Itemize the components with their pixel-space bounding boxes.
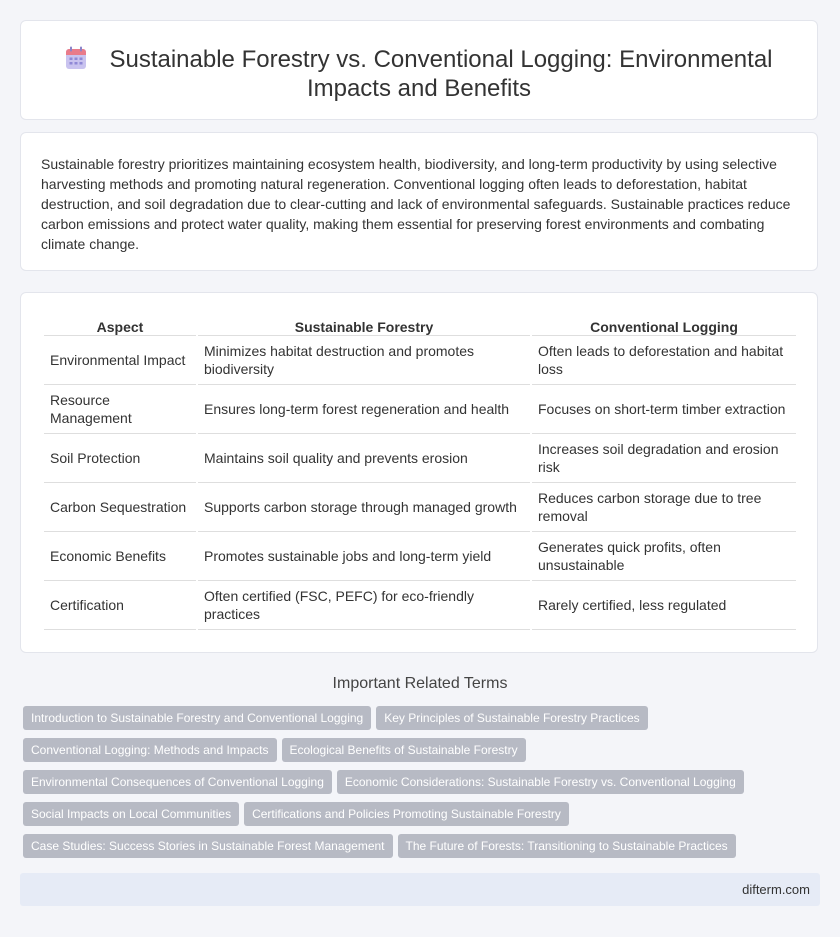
table-cell-sustainable: Promotes sustainable jobs and long-term yield bbox=[198, 532, 530, 581]
intro-card bbox=[20, 132, 818, 271]
footer-domain-link[interactable]: difterm.com bbox=[742, 882, 810, 897]
table-cell-aspect: Environmental Impact bbox=[44, 336, 196, 385]
table-cell-aspect: Economic Benefits bbox=[44, 532, 196, 581]
table-cell-conventional: Rarely certified, less regulated bbox=[532, 581, 796, 630]
footer-bar bbox=[20, 873, 820, 906]
column-header-sustainable: Sustainable Forestry bbox=[198, 313, 530, 336]
title-wrap bbox=[21, 45, 817, 103]
page-title bbox=[61, 45, 777, 103]
table-row bbox=[44, 483, 796, 532]
table-cell-sustainable: Often certified (FSC, PEFC) for eco-friendly practices bbox=[198, 581, 530, 630]
table-cell-aspect: Resource Management bbox=[44, 385, 196, 434]
table-row bbox=[44, 385, 796, 434]
tag-row bbox=[23, 706, 803, 738]
tag-row bbox=[23, 770, 803, 802]
column-header-aspect: Aspect bbox=[44, 313, 196, 336]
table-cell-aspect: Certification bbox=[44, 581, 196, 630]
related-term-link[interactable]: Key Principles of Sustainable Forestry Practices bbox=[376, 706, 647, 730]
header-card bbox=[20, 20, 818, 120]
table-cell-sustainable: Supports carbon storage through managed growth bbox=[198, 483, 530, 532]
table-cell-conventional: Increases soil degradation and erosion risk bbox=[532, 434, 796, 483]
table-row bbox=[44, 532, 796, 581]
table-row bbox=[44, 434, 796, 483]
related-terms-list bbox=[23, 706, 803, 866]
related-terms-heading: Important Related Terms bbox=[332, 675, 508, 692]
table-cell-sustainable: Minimizes habitat destruction and promotes biodiversity bbox=[198, 336, 530, 385]
table-cell-conventional: Reduces carbon storage due to tree removal bbox=[532, 483, 796, 532]
page-title-text: Sustainable Forestry vs. Conventional Logging: Environmental Impacts and Benefits bbox=[109, 46, 773, 102]
related-term-link[interactable]: Introduction to Sustainable Forestry and Conventional Logging bbox=[23, 706, 371, 730]
related-term-link[interactable]: Case Studies: Success Stories in Sustainable Forest Management bbox=[23, 834, 393, 858]
tag-row bbox=[23, 802, 803, 834]
related-term-link[interactable]: Conventional Logging: Methods and Impacts bbox=[23, 738, 277, 762]
table-row bbox=[44, 336, 796, 385]
table-cell-aspect: Soil Protection bbox=[44, 434, 196, 483]
table-cell-sustainable: Ensures long-term forest regeneration and health bbox=[198, 385, 530, 434]
table-cell-sustainable: Maintains soil quality and prevents erosion bbox=[198, 434, 530, 483]
tag-row bbox=[23, 738, 803, 770]
calendar-icon bbox=[65, 46, 87, 70]
related-term-link[interactable]: Environmental Consequences of Conventional Logging bbox=[23, 770, 332, 794]
comparison-table-card bbox=[20, 292, 818, 653]
tag-row bbox=[23, 834, 803, 866]
related-term-link[interactable]: Ecological Benefits of Sustainable Forestry bbox=[282, 738, 526, 762]
table-cell-conventional: Often leads to deforestation and habitat loss bbox=[532, 336, 796, 385]
related-term-link[interactable]: The Future of Forests: Transitioning to Sustainable Practices bbox=[398, 834, 736, 858]
table-cell-aspect: Carbon Sequestration bbox=[44, 483, 196, 532]
table-row bbox=[44, 581, 796, 630]
column-header-conventional: Conventional Logging bbox=[532, 313, 796, 336]
related-term-link[interactable]: Economic Considerations: Sustainable Forestry vs. Conventional Logging bbox=[337, 770, 744, 794]
table-cell-conventional: Generates quick profits, often unsustainable bbox=[532, 532, 796, 581]
related-term-link[interactable]: Certifications and Policies Promoting Sustainable Forestry bbox=[244, 802, 569, 826]
table-header-row bbox=[44, 313, 796, 336]
intro-paragraph: Sustainable forestry prioritizes maintaining ecosystem health, biodiversity, and long-term productivity by using selective harvesting methods and promoting natural regeneration. Conventional logging often leads to deforestation, habitat destruction, and soil degradation due to clear-cutting and lack of environmental safeguards. Sustainable practices reduce carbon emissions and protect water quality, making them essential for preserving forest environments and combating climate change. bbox=[41, 156, 791, 252]
comparison-table bbox=[42, 313, 798, 630]
related-term-link[interactable]: Social Impacts on Local Communities bbox=[23, 802, 239, 826]
table-cell-conventional: Focuses on short-term timber extraction bbox=[532, 385, 796, 434]
